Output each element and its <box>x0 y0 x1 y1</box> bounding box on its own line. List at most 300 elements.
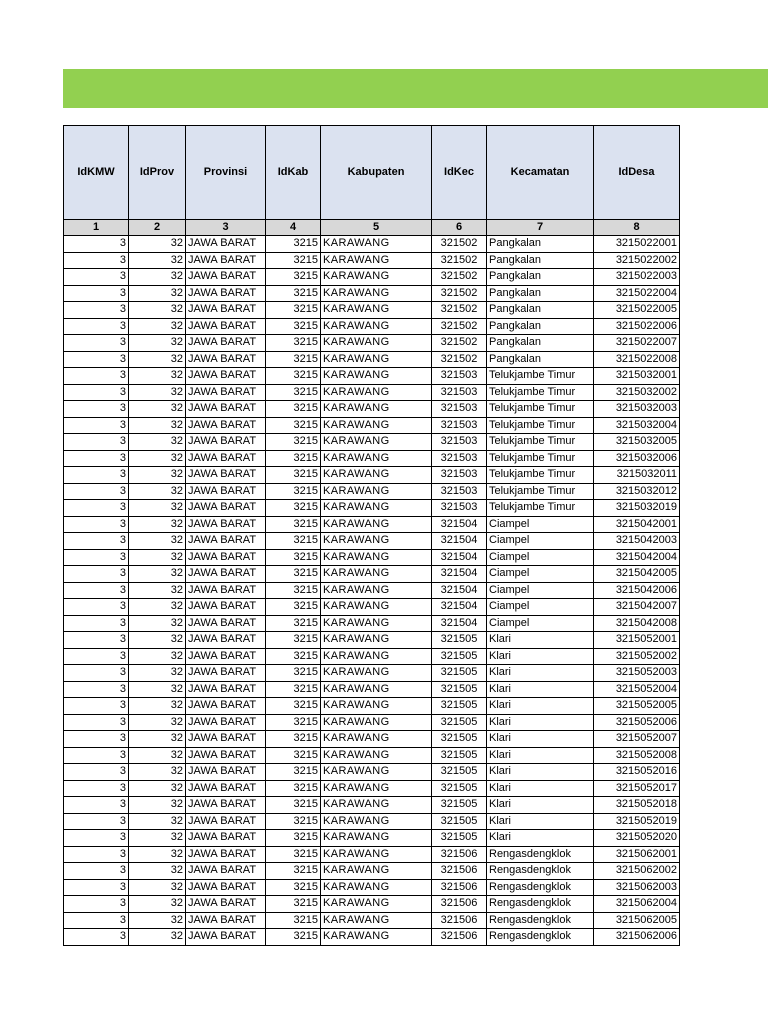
column-header-iddesa[interactable]: IdDesa <box>594 126 680 220</box>
cell-kecamatan[interactable]: Klari <box>487 797 594 814</box>
cell-iddesa[interactable]: 3215022003 <box>594 269 680 286</box>
cell-iddesa[interactable]: 3215042001 <box>594 516 680 533</box>
cell-kecamatan[interactable]: Klari <box>487 632 594 649</box>
cell-provinsi[interactable]: JAWA BARAT <box>186 731 266 748</box>
cell-kecamatan[interactable]: Telukjambe Timur <box>487 483 594 500</box>
cell-idkmw[interactable]: 3 <box>64 632 129 649</box>
cell-iddesa[interactable]: 3215022005 <box>594 302 680 319</box>
cell-idkec[interactable]: 321504 <box>432 582 487 599</box>
cell-kecamatan[interactable]: Klari <box>487 714 594 731</box>
cell-idkab[interactable]: 3215 <box>266 863 321 880</box>
cell-kabupaten[interactable]: KARAWANG <box>321 665 432 682</box>
cell-kecamatan[interactable]: Klari <box>487 813 594 830</box>
cell-idkec[interactable]: 321505 <box>432 764 487 781</box>
cell-iddesa[interactable]: 3215052006 <box>594 714 680 731</box>
cell-idkmw[interactable]: 3 <box>64 434 129 451</box>
cell-idprov[interactable]: 32 <box>129 533 186 550</box>
cell-idkmw[interactable]: 3 <box>64 879 129 896</box>
cell-iddesa[interactable]: 3215052019 <box>594 813 680 830</box>
cell-idkec[interactable]: 321502 <box>432 335 487 352</box>
cell-kecamatan[interactable]: Ciampel <box>487 533 594 550</box>
cell-idkec[interactable]: 321505 <box>432 698 487 715</box>
cell-idkmw[interactable]: 3 <box>64 335 129 352</box>
cell-idprov[interactable]: 32 <box>129 500 186 517</box>
cell-kabupaten[interactable]: KARAWANG <box>321 351 432 368</box>
cell-idprov[interactable]: 32 <box>129 549 186 566</box>
cell-kabupaten[interactable]: KARAWANG <box>321 285 432 302</box>
cell-iddesa[interactable]: 3215032011 <box>594 467 680 484</box>
cell-idprov[interactable]: 32 <box>129 681 186 698</box>
cell-iddesa[interactable]: 3215022006 <box>594 318 680 335</box>
cell-iddesa[interactable]: 3215032002 <box>594 384 680 401</box>
cell-kabupaten[interactable]: KARAWANG <box>321 615 432 632</box>
cell-idkab[interactable]: 3215 <box>266 912 321 929</box>
cell-idkab[interactable]: 3215 <box>266 632 321 649</box>
cell-provinsi[interactable]: JAWA BARAT <box>186 318 266 335</box>
cell-idkab[interactable]: 3215 <box>266 731 321 748</box>
cell-provinsi[interactable]: JAWA BARAT <box>186 566 266 583</box>
cell-idkmw[interactable]: 3 <box>64 500 129 517</box>
cell-idkmw[interactable]: 3 <box>64 599 129 616</box>
cell-idkec[interactable]: 321502 <box>432 302 487 319</box>
cell-provinsi[interactable]: JAWA BARAT <box>186 450 266 467</box>
cell-idkab[interactable]: 3215 <box>266 599 321 616</box>
cell-idprov[interactable]: 32 <box>129 863 186 880</box>
cell-kecamatan[interactable]: Ciampel <box>487 615 594 632</box>
cell-provinsi[interactable]: JAWA BARAT <box>186 302 266 319</box>
cell-idprov[interactable]: 32 <box>129 797 186 814</box>
cell-iddesa[interactable]: 3215032019 <box>594 500 680 517</box>
cell-kecamatan[interactable]: Klari <box>487 764 594 781</box>
cell-idprov[interactable]: 32 <box>129 401 186 418</box>
cell-provinsi[interactable]: JAWA BARAT <box>186 500 266 517</box>
cell-idkab[interactable]: 3215 <box>266 318 321 335</box>
cell-kabupaten[interactable]: KARAWANG <box>321 500 432 517</box>
cell-idprov[interactable]: 32 <box>129 269 186 286</box>
cell-kecamatan[interactable]: Pangkalan <box>487 318 594 335</box>
cell-kabupaten[interactable]: KARAWANG <box>321 516 432 533</box>
cell-idkec[interactable]: 321505 <box>432 714 487 731</box>
cell-idprov[interactable]: 32 <box>129 813 186 830</box>
cell-idprov[interactable]: 32 <box>129 483 186 500</box>
cell-idkab[interactable]: 3215 <box>266 302 321 319</box>
cell-idprov[interactable]: 32 <box>129 747 186 764</box>
cell-provinsi[interactable]: JAWA BARAT <box>186 780 266 797</box>
cell-iddesa[interactable]: 3215062001 <box>594 846 680 863</box>
cell-kabupaten[interactable]: KARAWANG <box>321 566 432 583</box>
cell-idprov[interactable]: 32 <box>129 302 186 319</box>
cell-kabupaten[interactable]: KARAWANG <box>321 830 432 847</box>
cell-idkmw[interactable]: 3 <box>64 615 129 632</box>
cell-iddesa[interactable]: 3215032012 <box>594 483 680 500</box>
cell-kabupaten[interactable]: KARAWANG <box>321 318 432 335</box>
cell-kecamatan[interactable]: Klari <box>487 780 594 797</box>
cell-idkab[interactable]: 3215 <box>266 929 321 946</box>
column-header-kabupaten[interactable]: Kabupaten <box>321 126 432 220</box>
cell-iddesa[interactable]: 3215052007 <box>594 731 680 748</box>
cell-kabupaten[interactable]: KARAWANG <box>321 483 432 500</box>
cell-idkab[interactable]: 3215 <box>266 434 321 451</box>
column-header-idprov[interactable]: IdProv <box>129 126 186 220</box>
cell-idkab[interactable]: 3215 <box>266 566 321 583</box>
cell-idkec[interactable]: 321505 <box>432 632 487 649</box>
cell-iddesa[interactable]: 3215052018 <box>594 797 680 814</box>
cell-kecamatan[interactable]: Telukjambe Timur <box>487 368 594 385</box>
cell-provinsi[interactable]: JAWA BARAT <box>186 467 266 484</box>
cell-idprov[interactable]: 32 <box>129 615 186 632</box>
cell-iddesa[interactable]: 3215032003 <box>594 401 680 418</box>
cell-idkec[interactable]: 321502 <box>432 269 487 286</box>
cell-iddesa[interactable]: 3215052002 <box>594 648 680 665</box>
cell-provinsi[interactable]: JAWA BARAT <box>186 533 266 550</box>
cell-idkec[interactable]: 321506 <box>432 846 487 863</box>
cell-kecamatan[interactable]: Rengasdengklok <box>487 863 594 880</box>
cell-idkec[interactable]: 321504 <box>432 533 487 550</box>
cell-kecamatan[interactable]: Pangkalan <box>487 269 594 286</box>
cell-idkec[interactable]: 321504 <box>432 615 487 632</box>
cell-iddesa[interactable]: 3215062005 <box>594 912 680 929</box>
cell-idkab[interactable]: 3215 <box>266 797 321 814</box>
cell-kecamatan[interactable]: Klari <box>487 665 594 682</box>
cell-idkec[interactable]: 321505 <box>432 830 487 847</box>
cell-idkab[interactable]: 3215 <box>266 401 321 418</box>
cell-idkab[interactable]: 3215 <box>266 830 321 847</box>
cell-idkec[interactable]: 321506 <box>432 896 487 913</box>
cell-idkec[interactable]: 321502 <box>432 351 487 368</box>
cell-provinsi[interactable]: JAWA BARAT <box>186 665 266 682</box>
cell-provinsi[interactable]: JAWA BARAT <box>186 351 266 368</box>
cell-provinsi[interactable]: JAWA BARAT <box>186 384 266 401</box>
cell-idkec[interactable]: 321502 <box>432 318 487 335</box>
cell-provinsi[interactable]: JAWA BARAT <box>186 747 266 764</box>
cell-idprov[interactable]: 32 <box>129 632 186 649</box>
cell-idkec[interactable]: 321503 <box>432 500 487 517</box>
cell-idkab[interactable]: 3215 <box>266 846 321 863</box>
cell-idprov[interactable]: 32 <box>129 599 186 616</box>
cell-iddesa[interactable]: 3215022001 <box>594 236 680 253</box>
cell-idkab[interactable]: 3215 <box>266 483 321 500</box>
cell-idprov[interactable]: 32 <box>129 912 186 929</box>
cell-kabupaten[interactable]: KARAWANG <box>321 549 432 566</box>
cell-idkab[interactable]: 3215 <box>266 384 321 401</box>
cell-idkab[interactable]: 3215 <box>266 368 321 385</box>
cell-kabupaten[interactable]: KARAWANG <box>321 698 432 715</box>
cell-idkec[interactable]: 321503 <box>432 401 487 418</box>
cell-idprov[interactable]: 32 <box>129 830 186 847</box>
cell-kabupaten[interactable]: KARAWANG <box>321 764 432 781</box>
cell-idkec[interactable]: 321506 <box>432 879 487 896</box>
cell-idkab[interactable]: 3215 <box>266 467 321 484</box>
cell-idkmw[interactable]: 3 <box>64 896 129 913</box>
cell-provinsi[interactable]: JAWA BARAT <box>186 236 266 253</box>
cell-kecamatan[interactable]: Pangkalan <box>487 302 594 319</box>
cell-idkmw[interactable]: 3 <box>64 252 129 269</box>
cell-provinsi[interactable]: JAWA BARAT <box>186 269 266 286</box>
cell-iddesa[interactable]: 3215042003 <box>594 533 680 550</box>
cell-idprov[interactable]: 32 <box>129 318 186 335</box>
cell-idkec[interactable]: 321504 <box>432 599 487 616</box>
cell-kecamatan[interactable]: Pangkalan <box>487 236 594 253</box>
cell-provinsi[interactable]: JAWA BARAT <box>186 681 266 698</box>
cell-provinsi[interactable]: JAWA BARAT <box>186 632 266 649</box>
cell-idprov[interactable]: 32 <box>129 335 186 352</box>
cell-idkec[interactable]: 321503 <box>432 450 487 467</box>
cell-idprov[interactable]: 32 <box>129 384 186 401</box>
cell-idkab[interactable]: 3215 <box>266 533 321 550</box>
cell-iddesa[interactable]: 3215042006 <box>594 582 680 599</box>
cell-kabupaten[interactable]: KARAWANG <box>321 599 432 616</box>
cell-kecamatan[interactable]: Ciampel <box>487 599 594 616</box>
cell-idkec[interactable]: 321505 <box>432 731 487 748</box>
cell-kecamatan[interactable]: Pangkalan <box>487 351 594 368</box>
cell-idkec[interactable]: 321505 <box>432 813 487 830</box>
cell-idkmw[interactable]: 3 <box>64 269 129 286</box>
column-header-idkec[interactable]: IdKec <box>432 126 487 220</box>
cell-kabupaten[interactable]: KARAWANG <box>321 467 432 484</box>
cell-kabupaten[interactable]: KARAWANG <box>321 632 432 649</box>
cell-idprov[interactable]: 32 <box>129 698 186 715</box>
cell-idkab[interactable]: 3215 <box>266 236 321 253</box>
cell-kecamatan[interactable]: Telukjambe Timur <box>487 434 594 451</box>
cell-idprov[interactable]: 32 <box>129 665 186 682</box>
column-header-provinsi[interactable]: Provinsi <box>186 126 266 220</box>
cell-provinsi[interactable]: JAWA BARAT <box>186 714 266 731</box>
cell-idkmw[interactable]: 3 <box>64 417 129 434</box>
cell-idkab[interactable]: 3215 <box>266 549 321 566</box>
cell-idkmw[interactable]: 3 <box>64 549 129 566</box>
cell-kabupaten[interactable]: KARAWANG <box>321 863 432 880</box>
cell-iddesa[interactable]: 3215052005 <box>594 698 680 715</box>
cell-idkab[interactable]: 3215 <box>266 269 321 286</box>
cell-kecamatan[interactable]: Telukjambe Timur <box>487 417 594 434</box>
cell-iddesa[interactable]: 3215052001 <box>594 632 680 649</box>
cell-kabupaten[interactable]: KARAWANG <box>321 335 432 352</box>
cell-idkec[interactable]: 321505 <box>432 648 487 665</box>
cell-iddesa[interactable]: 3215022008 <box>594 351 680 368</box>
cell-iddesa[interactable]: 3215022002 <box>594 252 680 269</box>
cell-kabupaten[interactable]: KARAWANG <box>321 846 432 863</box>
cell-iddesa[interactable]: 3215052003 <box>594 665 680 682</box>
cell-iddesa[interactable]: 3215062003 <box>594 879 680 896</box>
cell-iddesa[interactable]: 3215042007 <box>594 599 680 616</box>
cell-idprov[interactable]: 32 <box>129 516 186 533</box>
cell-kabupaten[interactable]: KARAWANG <box>321 384 432 401</box>
cell-idkec[interactable]: 321502 <box>432 236 487 253</box>
cell-idkab[interactable]: 3215 <box>266 615 321 632</box>
cell-idprov[interactable]: 32 <box>129 285 186 302</box>
cell-kecamatan[interactable]: Rengasdengklok <box>487 929 594 946</box>
cell-provinsi[interactable]: JAWA BARAT <box>186 368 266 385</box>
cell-idprov[interactable]: 32 <box>129 764 186 781</box>
cell-idkab[interactable]: 3215 <box>266 698 321 715</box>
cell-kecamatan[interactable]: Rengasdengklok <box>487 896 594 913</box>
cell-idkmw[interactable]: 3 <box>64 731 129 748</box>
cell-idkmw[interactable]: 3 <box>64 533 129 550</box>
cell-idkmw[interactable]: 3 <box>64 516 129 533</box>
cell-idprov[interactable]: 32 <box>129 846 186 863</box>
cell-kabupaten[interactable]: KARAWANG <box>321 417 432 434</box>
cell-idkec[interactable]: 321506 <box>432 863 487 880</box>
cell-idkmw[interactable]: 3 <box>64 780 129 797</box>
cell-idprov[interactable]: 32 <box>129 467 186 484</box>
cell-idkec[interactable]: 321503 <box>432 467 487 484</box>
cell-idkab[interactable]: 3215 <box>266 780 321 797</box>
cell-idkmw[interactable]: 3 <box>64 830 129 847</box>
cell-kecamatan[interactable]: Ciampel <box>487 582 594 599</box>
cell-kabupaten[interactable]: KARAWANG <box>321 533 432 550</box>
cell-provinsi[interactable]: JAWA BARAT <box>186 434 266 451</box>
cell-kecamatan[interactable]: Ciampel <box>487 549 594 566</box>
cell-idkab[interactable]: 3215 <box>266 285 321 302</box>
cell-idkmw[interactable]: 3 <box>64 698 129 715</box>
cell-idkmw[interactable]: 3 <box>64 483 129 500</box>
cell-idkab[interactable]: 3215 <box>266 450 321 467</box>
cell-idkec[interactable]: 321504 <box>432 516 487 533</box>
cell-idkmw[interactable]: 3 <box>64 450 129 467</box>
cell-idkmw[interactable]: 3 <box>64 846 129 863</box>
cell-provinsi[interactable]: JAWA BARAT <box>186 813 266 830</box>
column-header-kecamatan[interactable]: Kecamatan <box>487 126 594 220</box>
cell-idkab[interactable]: 3215 <box>266 813 321 830</box>
cell-provinsi[interactable]: JAWA BARAT <box>186 615 266 632</box>
cell-idkec[interactable]: 321506 <box>432 912 487 929</box>
cell-iddesa[interactable]: 3215052004 <box>594 681 680 698</box>
cell-kabupaten[interactable]: KARAWANG <box>321 797 432 814</box>
cell-kabupaten[interactable]: KARAWANG <box>321 681 432 698</box>
cell-iddesa[interactable]: 3215052008 <box>594 747 680 764</box>
cell-idkmw[interactable]: 3 <box>64 813 129 830</box>
cell-idkmw[interactable]: 3 <box>64 797 129 814</box>
cell-idkec[interactable]: 321504 <box>432 566 487 583</box>
cell-kecamatan[interactable]: Pangkalan <box>487 285 594 302</box>
cell-kecamatan[interactable]: Pangkalan <box>487 252 594 269</box>
cell-kecamatan[interactable]: Telukjambe Timur <box>487 401 594 418</box>
cell-idkab[interactable]: 3215 <box>266 252 321 269</box>
cell-idkab[interactable]: 3215 <box>266 500 321 517</box>
cell-idkmw[interactable]: 3 <box>64 764 129 781</box>
cell-provinsi[interactable]: JAWA BARAT <box>186 846 266 863</box>
cell-idprov[interactable]: 32 <box>129 780 186 797</box>
cell-kabupaten[interactable]: KARAWANG <box>321 912 432 929</box>
cell-kecamatan[interactable]: Telukjambe Timur <box>487 467 594 484</box>
cell-idkec[interactable]: 321506 <box>432 929 487 946</box>
cell-iddesa[interactable]: 3215032001 <box>594 368 680 385</box>
cell-idkmw[interactable]: 3 <box>64 912 129 929</box>
cell-kabupaten[interactable]: KARAWANG <box>321 879 432 896</box>
cell-idkec[interactable]: 321502 <box>432 252 487 269</box>
cell-idprov[interactable]: 32 <box>129 648 186 665</box>
cell-kabupaten[interactable]: KARAWANG <box>321 434 432 451</box>
cell-kabupaten[interactable]: KARAWANG <box>321 252 432 269</box>
cell-kabupaten[interactable]: KARAWANG <box>321 582 432 599</box>
cell-kabupaten[interactable]: KARAWANG <box>321 896 432 913</box>
cell-idprov[interactable]: 32 <box>129 929 186 946</box>
cell-provinsi[interactable]: JAWA BARAT <box>186 912 266 929</box>
cell-kecamatan[interactable]: Telukjambe Timur <box>487 384 594 401</box>
cell-idkec[interactable]: 321502 <box>432 285 487 302</box>
cell-idkec[interactable]: 321505 <box>432 797 487 814</box>
cell-kabupaten[interactable]: KARAWANG <box>321 714 432 731</box>
cell-idkmw[interactable]: 3 <box>64 318 129 335</box>
cell-provinsi[interactable]: JAWA BARAT <box>186 599 266 616</box>
cell-idkmw[interactable]: 3 <box>64 467 129 484</box>
cell-idkmw[interactable]: 3 <box>64 566 129 583</box>
cell-kecamatan[interactable]: Klari <box>487 681 594 698</box>
cell-idprov[interactable]: 32 <box>129 434 186 451</box>
cell-idkmw[interactable]: 3 <box>64 648 129 665</box>
cell-idkmw[interactable]: 3 <box>64 681 129 698</box>
cell-idprov[interactable]: 32 <box>129 879 186 896</box>
cell-idkmw[interactable]: 3 <box>64 384 129 401</box>
cell-idkec[interactable]: 321505 <box>432 681 487 698</box>
cell-kabupaten[interactable]: KARAWANG <box>321 401 432 418</box>
cell-iddesa[interactable]: 3215052020 <box>594 830 680 847</box>
cell-idkab[interactable]: 3215 <box>266 516 321 533</box>
cell-idkec[interactable]: 321503 <box>432 483 487 500</box>
cell-provinsi[interactable]: JAWA BARAT <box>186 929 266 946</box>
cell-idkec[interactable]: 321503 <box>432 368 487 385</box>
cell-kecamatan[interactable]: Telukjambe Timur <box>487 450 594 467</box>
cell-iddesa[interactable]: 3215022007 <box>594 335 680 352</box>
cell-idkec[interactable]: 321503 <box>432 434 487 451</box>
cell-idkmw[interactable]: 3 <box>64 285 129 302</box>
cell-kecamatan[interactable]: Klari <box>487 648 594 665</box>
cell-idkmw[interactable]: 3 <box>64 582 129 599</box>
cell-kecamatan[interactable]: Klari <box>487 698 594 715</box>
cell-kabupaten[interactable]: KARAWANG <box>321 648 432 665</box>
cell-iddesa[interactable]: 3215062004 <box>594 896 680 913</box>
cell-idprov[interactable]: 32 <box>129 368 186 385</box>
cell-idkec[interactable]: 321503 <box>432 417 487 434</box>
cell-kecamatan[interactable]: Rengasdengklok <box>487 879 594 896</box>
cell-idkab[interactable]: 3215 <box>266 879 321 896</box>
cell-idkab[interactable]: 3215 <box>266 351 321 368</box>
cell-provinsi[interactable]: JAWA BARAT <box>186 863 266 880</box>
cell-idkmw[interactable]: 3 <box>64 929 129 946</box>
cell-idprov[interactable]: 32 <box>129 252 186 269</box>
cell-kabupaten[interactable]: KARAWANG <box>321 731 432 748</box>
cell-provinsi[interactable]: JAWA BARAT <box>186 252 266 269</box>
cell-idkab[interactable]: 3215 <box>266 665 321 682</box>
cell-kecamatan[interactable]: Telukjambe Timur <box>487 500 594 517</box>
cell-idkab[interactable]: 3215 <box>266 582 321 599</box>
cell-kecamatan[interactable]: Klari <box>487 830 594 847</box>
cell-iddesa[interactable]: 3215062006 <box>594 929 680 946</box>
cell-kabupaten[interactable]: KARAWANG <box>321 236 432 253</box>
cell-idprov[interactable]: 32 <box>129 417 186 434</box>
cell-provinsi[interactable]: JAWA BARAT <box>186 335 266 352</box>
cell-idprov[interactable]: 32 <box>129 566 186 583</box>
cell-idprov[interactable]: 32 <box>129 582 186 599</box>
cell-idprov[interactable]: 32 <box>129 351 186 368</box>
cell-idkab[interactable]: 3215 <box>266 681 321 698</box>
cell-provinsi[interactable]: JAWA BARAT <box>186 582 266 599</box>
cell-iddesa[interactable]: 3215062002 <box>594 863 680 880</box>
cell-idkmw[interactable]: 3 <box>64 236 129 253</box>
cell-iddesa[interactable]: 3215042008 <box>594 615 680 632</box>
cell-kecamatan[interactable]: Klari <box>487 747 594 764</box>
column-header-idkab[interactable]: IdKab <box>266 126 321 220</box>
cell-provinsi[interactable]: JAWA BARAT <box>186 285 266 302</box>
cell-kabupaten[interactable]: KARAWANG <box>321 269 432 286</box>
cell-iddesa[interactable]: 3215032005 <box>594 434 680 451</box>
cell-idprov[interactable]: 32 <box>129 236 186 253</box>
cell-provinsi[interactable]: JAWA BARAT <box>186 698 266 715</box>
cell-provinsi[interactable]: JAWA BARAT <box>186 401 266 418</box>
cell-idkmw[interactable]: 3 <box>64 665 129 682</box>
cell-provinsi[interactable]: JAWA BARAT <box>186 516 266 533</box>
cell-kabupaten[interactable]: KARAWANG <box>321 450 432 467</box>
